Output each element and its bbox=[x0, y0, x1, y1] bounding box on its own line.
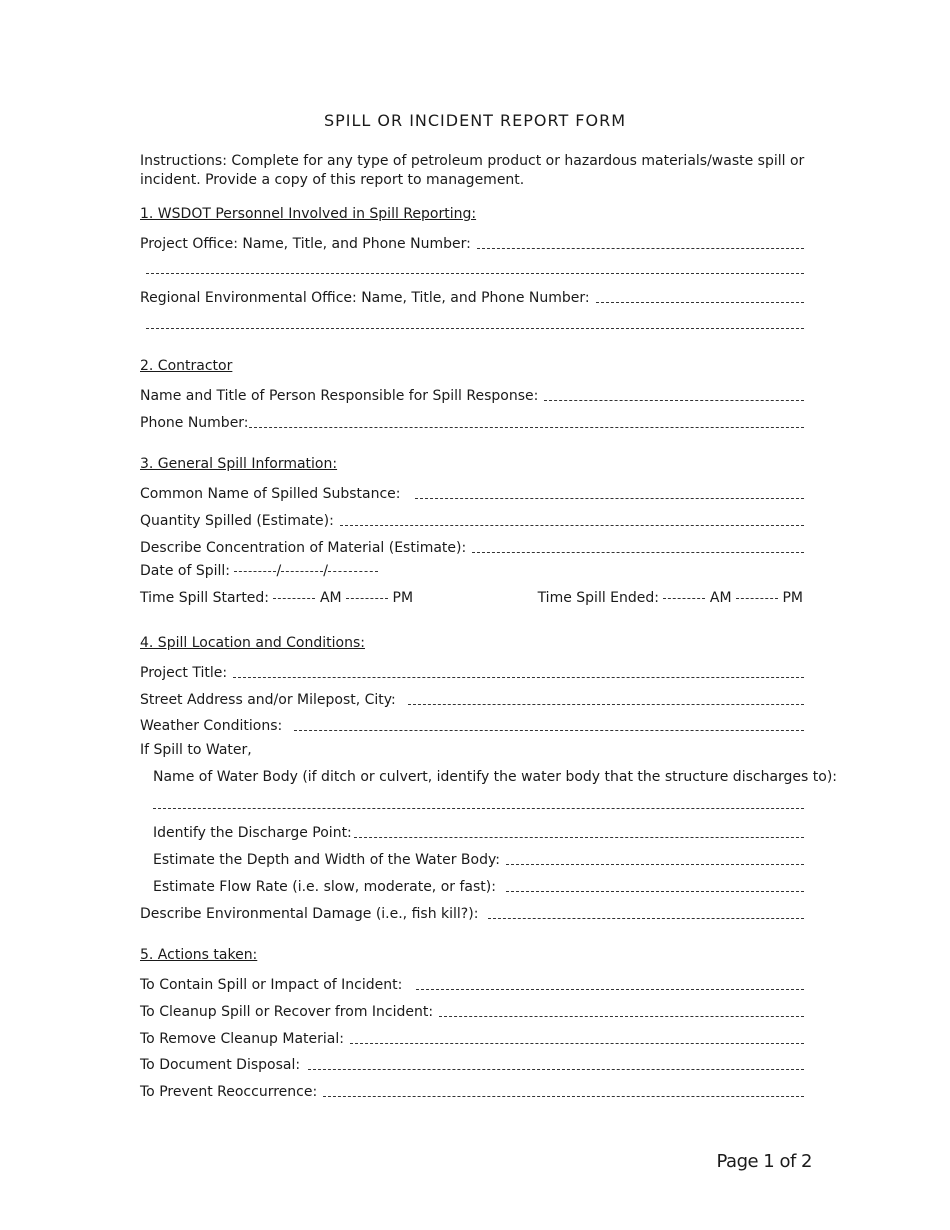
discharge-point-label: Identify the Discharge Point: bbox=[153, 825, 352, 841]
common-name-label: Common Name of Spilled Substance: bbox=[140, 486, 401, 502]
prevent-label: To Prevent Reoccurrence: bbox=[140, 1084, 318, 1100]
project-office-label: Project Office: Name, Title, and Phone Number: bbox=[140, 236, 471, 252]
date-sep-2: / bbox=[323, 563, 328, 579]
regional-office-label: Regional Environmental Office: Name, Title, and Phone Number: bbox=[140, 290, 590, 306]
document-line[interactable] bbox=[308, 1069, 804, 1070]
project-office-line[interactable] bbox=[477, 248, 804, 249]
document-field[interactable] bbox=[140, 1053, 804, 1073]
time-started-am: AM bbox=[319, 590, 342, 606]
date-year-line[interactable] bbox=[328, 571, 378, 572]
depth-width-label: Estimate the Depth and Width of the Water Body: bbox=[153, 852, 500, 868]
street-address-line[interactable] bbox=[408, 704, 804, 705]
time-ended-am-line[interactable] bbox=[663, 598, 705, 599]
time-ended-label: Time Spill Ended: bbox=[537, 590, 659, 606]
contractor-phone-field[interactable] bbox=[140, 411, 804, 431]
weather-label: Weather Conditions: bbox=[140, 718, 283, 734]
contain-line[interactable] bbox=[416, 989, 804, 990]
regional-office-field[interactable] bbox=[140, 286, 804, 306]
remove-field[interactable] bbox=[140, 1027, 804, 1047]
prevent-line[interactable] bbox=[323, 1096, 804, 1097]
date-label: Date of Spill: bbox=[140, 563, 231, 579]
depth-width-line[interactable] bbox=[506, 864, 804, 865]
section5-heading: 5. Actions taken: bbox=[140, 947, 258, 963]
env-damage-label: Describe Environmental Damage (i.e., fish kill?): bbox=[140, 906, 479, 922]
quantity-label: Quantity Spilled (Estimate): bbox=[140, 513, 334, 529]
date-of-spill-row bbox=[140, 563, 378, 579]
project-title-field[interactable] bbox=[140, 661, 804, 681]
discharge-point-line[interactable] bbox=[354, 837, 804, 838]
street-address-label: Street Address and/or Milepost, City: bbox=[140, 692, 396, 708]
env-damage-line[interactable] bbox=[488, 918, 804, 919]
time-started-pm-line[interactable] bbox=[346, 598, 388, 599]
concentration-label: Describe Concentration of Material (Estimate): bbox=[140, 540, 467, 556]
street-address-field[interactable] bbox=[140, 688, 804, 708]
contractor-name-field[interactable] bbox=[140, 384, 804, 404]
page-number: Page 1 of 2 bbox=[716, 1151, 812, 1172]
flow-rate-line[interactable] bbox=[506, 891, 804, 892]
common-name-field[interactable] bbox=[140, 482, 804, 502]
time-started-pm: PM bbox=[392, 590, 414, 606]
contractor-name-line[interactable] bbox=[544, 400, 804, 401]
time-ended-am: AM bbox=[709, 590, 732, 606]
discharge-point-field[interactable] bbox=[153, 821, 804, 841]
remove-label: To Remove Cleanup Material: bbox=[140, 1031, 344, 1047]
contractor-name-label: Name and Title of Person Responsible for Spill Response: bbox=[140, 388, 539, 404]
depth-width-field[interactable] bbox=[153, 848, 804, 868]
flow-rate-label: Estimate Flow Rate (i.e. slow, moderate, or fast): bbox=[153, 879, 496, 895]
time-started-label: Time Spill Started: bbox=[140, 590, 270, 606]
time-started-am-line[interactable] bbox=[273, 598, 315, 599]
concentration-line[interactable] bbox=[472, 552, 804, 553]
date-month-line[interactable] bbox=[234, 571, 276, 572]
instructions-text: Instructions: Complete for any type of petroleum product or hazardous materials/waste spill or incident. Provide a copy of this report to management. bbox=[140, 153, 805, 188]
project-title-label: Project Title: bbox=[140, 665, 228, 681]
if-spill-to-water: If Spill to Water, bbox=[140, 742, 252, 758]
section3-heading: 3. General Spill Information: bbox=[140, 456, 338, 472]
date-day-line[interactable] bbox=[281, 571, 323, 572]
section2-heading: 2. Contractor bbox=[140, 358, 233, 374]
common-name-line[interactable] bbox=[415, 498, 804, 499]
document-label: To Document Disposal: bbox=[140, 1057, 301, 1073]
flow-rate-field[interactable] bbox=[153, 875, 804, 895]
concentration-field[interactable] bbox=[140, 536, 804, 556]
section1-heading: 1. WSDOT Personnel Involved in Spill Reporting: bbox=[140, 206, 477, 222]
time-started-row bbox=[140, 590, 413, 606]
time-ended-pm: PM bbox=[782, 590, 803, 606]
weather-line[interactable] bbox=[294, 730, 804, 731]
contain-field[interactable] bbox=[140, 973, 804, 993]
cleanup-line[interactable] bbox=[439, 1016, 804, 1017]
time-ended-row bbox=[538, 590, 803, 606]
quantity-line[interactable] bbox=[340, 525, 804, 526]
water-body-label: Name of Water Body (if ditch or culvert, identify the water body that the structure discharges to): bbox=[153, 769, 838, 785]
env-damage-field[interactable] bbox=[140, 902, 804, 922]
contain-label: To Contain Spill or Impact of Incident: bbox=[140, 977, 403, 993]
form-title: SPILL OR INCIDENT REPORT FORM bbox=[323, 111, 627, 130]
date-sep-1: / bbox=[276, 563, 282, 579]
prevent-field[interactable] bbox=[140, 1080, 804, 1100]
contractor-phone-line[interactable] bbox=[249, 427, 804, 428]
weather-field[interactable] bbox=[140, 714, 804, 734]
project-office-line-2[interactable] bbox=[146, 273, 804, 274]
cleanup-label: To Cleanup Spill or Recover from Incident: bbox=[140, 1004, 434, 1020]
cleanup-field[interactable] bbox=[140, 1000, 804, 1020]
contractor-phone-label: Phone Number: bbox=[140, 415, 249, 431]
remove-line[interactable] bbox=[350, 1043, 804, 1044]
quantity-field[interactable] bbox=[140, 509, 804, 529]
water-body-line[interactable] bbox=[153, 808, 804, 809]
section4-heading: 4. Spill Location and Conditions: bbox=[140, 635, 365, 651]
regional-office-line[interactable] bbox=[596, 302, 804, 303]
time-ended-pm-line[interactable] bbox=[736, 598, 778, 599]
project-office-field[interactable] bbox=[140, 232, 804, 252]
regional-office-line-2[interactable] bbox=[146, 328, 804, 329]
project-title-line[interactable] bbox=[233, 677, 804, 678]
